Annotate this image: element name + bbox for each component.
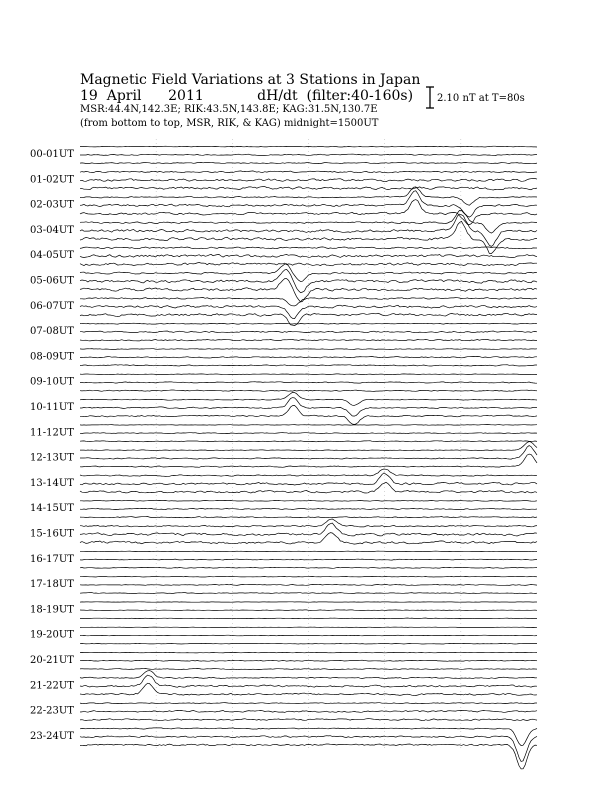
trace-15-16UT-MSR [80,533,537,545]
trace-04-05UT-MSR [80,263,537,266]
date-line: 19 April 2011 dH/dt (filter:40-160s) [80,88,414,104]
trace-19-20UT-MSR [80,643,537,644]
trace-20-21UT-KAG [80,652,537,653]
hour-label-21-22UT: 21-22UT [30,680,74,692]
trace-21-22UT-MSR [80,683,537,695]
station-order-note: (from bottom to top, MSR, RIK, & KAG) midnight=1500UT [80,118,379,129]
hour-label-16-17UT: 16-17UT [30,553,74,565]
trace-14-15UT-KAG [80,500,537,501]
trace-17-18UT-MSR [80,593,537,594]
hour-label-18-19UT: 18-19UT [30,604,74,616]
trace-17-18UT-RIK [80,584,537,585]
trace-09-10UT-MSR [80,390,537,391]
trace-14-15UT-MSR [80,517,537,518]
trace-03-04UT-MSR [80,221,537,253]
hour-label-12-13UT: 12-13UT [30,452,74,464]
hour-label-01-02UT: 01-02UT [30,174,74,186]
hour-labels [30,149,74,742]
trace-00-01UT-RIK [80,154,537,156]
trace-21-22UT-RIK [80,675,537,687]
trace-12-13UT-KAG [80,442,537,451]
station-coordinates: MSR:44.4N,142.3E; RIK:43.5N,143.8E; KAG:31.5N,130.7E [80,104,378,115]
trace-09-10UT-KAG [80,374,537,375]
trace-08-09UT-KAG [80,349,537,350]
hour-label-11-12UT: 11-12UT [30,427,74,439]
hour-label-23-24UT: 23-24UT [30,730,74,742]
trace-11-12UT-KAG [80,425,537,426]
hour-label-14-15UT: 14-15UT [30,503,74,515]
trace-00-01UT-KAG [80,146,537,147]
hour-label-09-10UT: 09-10UT [30,376,74,388]
trace-08-09UT-MSR [80,365,537,366]
trace-02-03UT-KAG [80,187,537,205]
hour-label-10-11UT: 10-11UT [30,402,74,413]
trace-09-10UT-RIK [80,382,537,384]
hour-label-22-23UT: 22-23UT [30,705,74,717]
trace-08-09UT-RIK [80,357,537,359]
trace-11-12UT-RIK [80,433,537,434]
hour-label-00-01UT: 00-01UT [30,149,74,160]
chart-title: Magnetic Field Variations at 3 Stations in Japan [80,72,421,88]
hour-label-19-20UT: 19-20UT [30,629,74,641]
trace-18-19UT-MSR [80,618,537,619]
trace-20-21UT-RIK [80,660,537,661]
trace-19-20UT-RIK [80,635,537,636]
trace-22-23UT-KAG [80,703,537,704]
trace-18-19UT-RIK [80,610,537,611]
trace-20-21UT-MSR [80,669,537,670]
hour-label-06-07UT: 06-07UT [30,300,74,312]
trace-22-23UT-MSR [80,719,537,721]
hour-label-08-09UT: 08-09UT [30,351,74,363]
trace-13-14UT-KAG [80,469,537,476]
trace-17-18UT-KAG [80,576,537,577]
trace-01-02UT-RIK [80,179,537,182]
hour-label-20-21UT: 20-21UT [30,655,74,666]
trace-22-23UT-RIK [80,710,537,712]
trace-05-06UT-KAG [80,264,537,282]
hour-label-13-14UT: 13-14UT [30,477,74,489]
trace-16-17UT-KAG [80,551,537,552]
scale-bar-label: 2.10 nT at T=80s [437,93,525,104]
hour-label-03-04UT: 03-04UT [30,224,74,236]
hour-label-17-18UT: 17-18UT [30,579,74,591]
trace-06-07UT-KAG [80,298,537,306]
hour-label-07-08UT: 07-08UT [30,326,74,338]
hour-label-04-05UT: 04-05UT [30,250,74,262]
trace-12-13UT-MSR [80,454,537,467]
trace-14-15UT-RIK [80,508,537,509]
trace-10-11UT-RIK [80,398,537,417]
trace-11-12UT-MSR [80,441,537,442]
hour-label-05-06UT: 05-06UT [30,275,74,287]
trace-15-16UT-KAG [80,519,537,527]
hour-label-02-03UT: 02-03UT [30,199,74,211]
hour-label-15-16UT: 15-16UT [30,528,74,540]
